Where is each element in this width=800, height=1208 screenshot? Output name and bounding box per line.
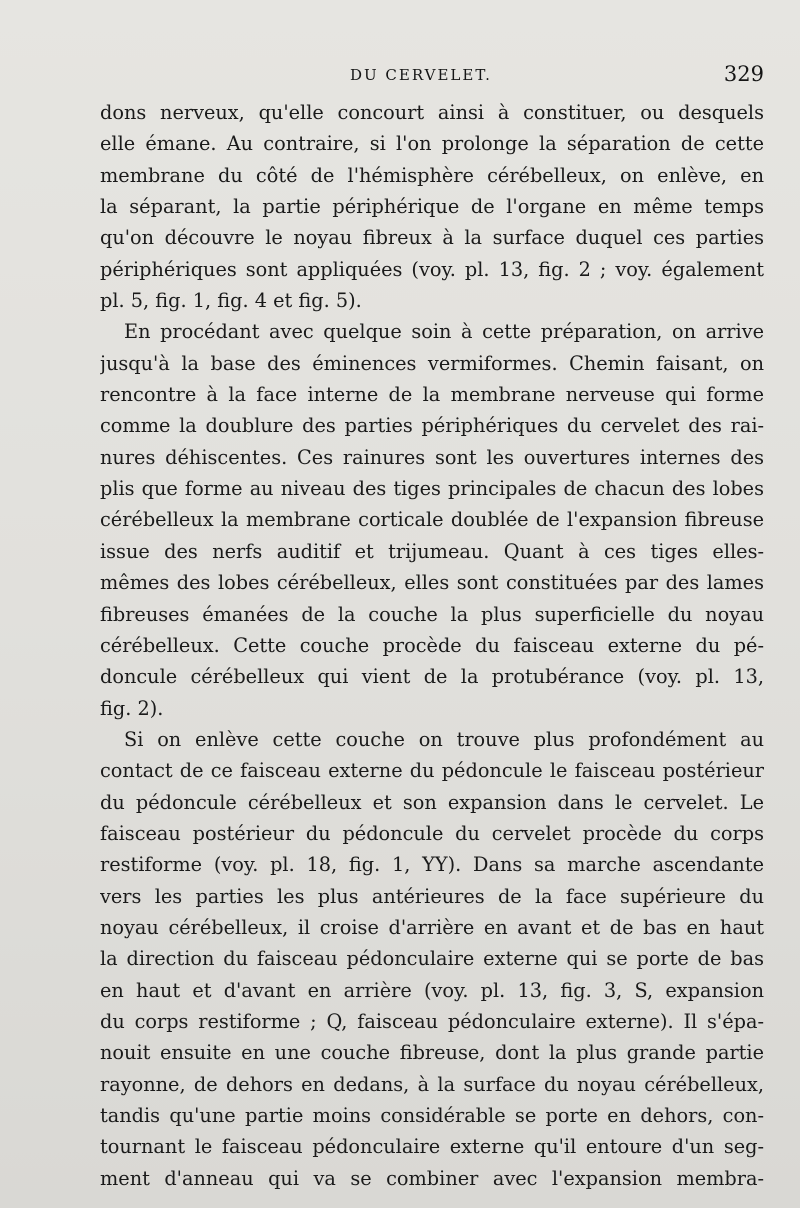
text-line: du pédoncule cérébelleux et son expansion dans le cervelet. Le [100, 790, 764, 814]
text-line: rayonne, de dehors en dedans, à la surface du noyau cérébelleux, [100, 1072, 764, 1096]
text-line: contact de ce faisceau externe du pédoncule le faisceau postérieur [100, 759, 764, 783]
text-line: comme la doublure des parties périphériques du cervelet des rai- [100, 414, 764, 438]
text-line: membrane du côté de l'hémisphère cérébelleux, on enlève, en [100, 163, 764, 187]
text-line: en haut et d'avant en arrière (voy. pl. 13, fig. 3, S, expansion [100, 978, 764, 1002]
text-line: restiforme (voy. pl. 18, fig. 1, YY). Dans sa marche ascendante [100, 853, 764, 877]
text-line: périphériques sont appliquées (voy. pl. 13, fig. 2 ; voy. également [100, 257, 764, 281]
text-line: jusqu'à la base des éminences vermiformes. Chemin faisant, on [100, 351, 764, 375]
page-number: 329 [723, 62, 764, 86]
text-line: vers les parties les plus antérieures de la face supérieure du [100, 884, 764, 908]
text-line: cérébelleux. Cette couche procède du faisceau externe du pé- [100, 633, 764, 657]
text-line: mêmes des lobes cérébelleux, elles sont constituées par des lames [100, 571, 764, 595]
text-line: fig. 2). [100, 696, 164, 720]
text-line: ment d'anneau qui va se combiner avec l'expansion membra- [100, 1166, 764, 1190]
running-head: DU CERVELET. [350, 66, 492, 84]
text-line: elle émane. Au contraire, si l'on prolonge la séparation de cette [100, 132, 764, 156]
text-line: tournant le faisceau pédonculaire externe qu'il entoure d'un seg- [100, 1135, 764, 1159]
text-line: rencontre à la face interne de la membrane nerveuse qui forme [100, 383, 764, 407]
paragraph-start-line: En procédant avec quelque soin à cette préparation, on arrive [124, 320, 764, 344]
text-line: issue des nerfs auditif et trijumeau. Quant à ces tiges elles- [100, 539, 764, 563]
text-line: du corps restiforme ; Q, faisceau pédonculaire externe). Il s'épa- [100, 1009, 764, 1033]
text-line: nouit ensuite en une couche fibreuse, dont la plus grande partie [100, 1041, 764, 1065]
text-line: noyau cérébelleux, il croise d'arrière en avant et de bas en haut [100, 915, 764, 939]
text-line: la séparant, la partie périphérique de l'organe en même temps [100, 195, 764, 219]
text-line: pl. 5, fig. 1, fig. 4 et fig. 5). [100, 289, 362, 313]
text-line: la direction du faisceau pédonculaire externe qui se porte de bas [100, 947, 764, 971]
body-text [100, 97, 764, 1194]
text-line: dons nerveux, qu'elle concourt ainsi à constituer, ou desquels [100, 101, 764, 124]
page-header [100, 62, 764, 92]
text-line: tandis qu'une partie moins considérable se porte en dehors, con- [100, 1104, 764, 1127]
text-line: faisceau postérieur du pédoncule du cervelet procède du corps [100, 821, 764, 845]
text-line: qu'on découvre le noyau fibreux à la surface duquel ces parties [100, 226, 764, 250]
paragraph-start-line: Si on enlève cette couche on trouve plus profondément au [124, 727, 764, 751]
text-line: plis que forme au niveau des tiges principales de chacun des lobes [100, 477, 764, 501]
text-line: doncule cérébelleux qui vient de la protubérance (voy. pl. 13, [100, 665, 764, 689]
text-line: nures déhiscentes. Ces rainures sont les ouvertures internes des [100, 445, 764, 469]
text-line: cérébelleux la membrane corticale doublée de l'expansion fibreuse [100, 508, 764, 532]
text-line: fibreuses émanées de la couche la plus superficielle du noyau [100, 602, 764, 626]
